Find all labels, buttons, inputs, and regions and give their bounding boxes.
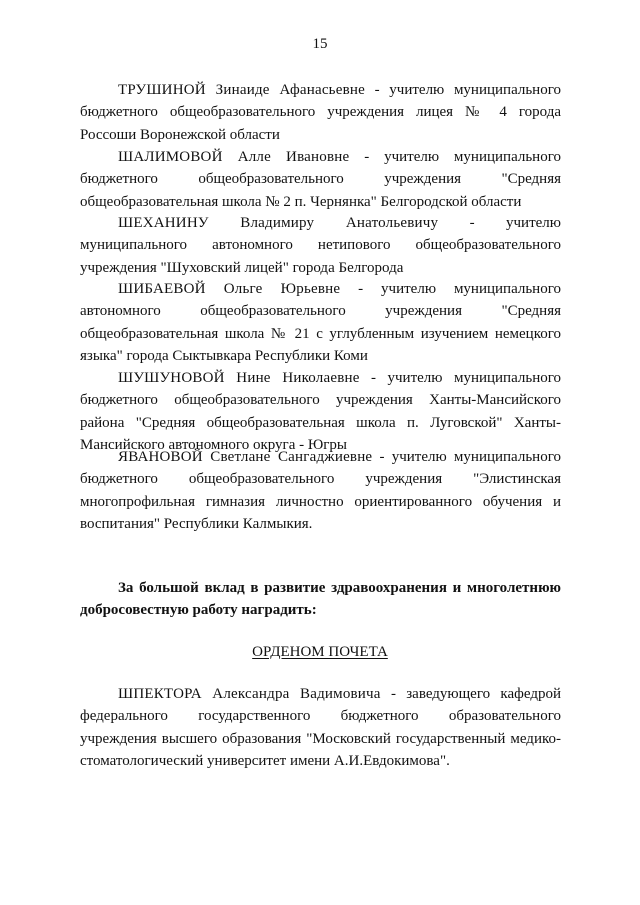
- awardee-position: - учителю муниципального бюджетного общеобразовательного учреждения "Средняя общеобразовательная школа № 2 п. Чернянка" Белгородской области: [80, 149, 561, 210]
- award-entry: [80, 446, 561, 535]
- awardee-position: - учителю муниципального автономного общеобразовательного учреждения "Средняя общеобразовательная школа № 21 с углубленным изучением немецкого языка" города Сыктывкара Республики Коми: [80, 281, 561, 364]
- awardee-position: - учителю муниципального бюджетного общеобразовательного учреждения "Элистинская многопрофильная гимназия личностно ориентированного обучения и воспитания" Республики Калмыкия.: [80, 449, 561, 532]
- awardee-name: ШЕХАНИНУ Владимиру Анатольевичу: [118, 215, 439, 231]
- awardee-name: ШАЛИМОВОЙ Алле Ивановне: [118, 149, 350, 165]
- order-name: ОРДЕНОМ ПОЧЕТА: [252, 644, 388, 660]
- order-heading: [0, 642, 640, 662]
- awardee-name: ШУШУНОВОЙ Нине Николаевне: [118, 370, 360, 386]
- decree-statement: За большой вклад в развитие здравоохранения и многолетнюю добросовестную работу наградить:: [80, 580, 561, 619]
- award-entry: [80, 367, 561, 456]
- awardee-name: ТРУШИНОЙ Зинаиде Афанасьевне: [118, 82, 365, 98]
- awardee-position: - учителю муниципального бюджетного общеобразовательного учреждения Ханты-Мансийского района "Средняя общеобразовательная школа п. Луговской" Ханты-Мансийского автономного округа - Югры: [80, 370, 561, 453]
- award-entry: [80, 212, 561, 279]
- award-entry: [80, 278, 561, 367]
- award-entry: [80, 79, 561, 146]
- awardee-position: - учителю муниципального бюджетного общеобразовательного учреждения лицея № 4 города Россоши Воронежской области: [80, 82, 561, 143]
- awardee-name: ЯВАНОВОЙ Светлане Сангаджиевне: [118, 449, 373, 465]
- page-number: 15: [312, 36, 328, 52]
- awardee-name: ШИБАЕВОЙ Ольге Юрьевне: [118, 281, 341, 297]
- awardee-name: ШПЕКТОРА Александра Вадимовича: [118, 686, 381, 702]
- award-entry: [80, 683, 561, 772]
- awardee-position: - заведующего кафедрой федерального государственного бюджетного образовательного учреждения высшего образования "Московский государственный медико-стоматологический университет имени А.И.Евдокимова".: [80, 686, 561, 769]
- award-entry: [80, 146, 561, 213]
- awardee-position: - учителю муниципального автономного нетипового общеобразовательного учреждения "Шуховский лицей" города Белгорода: [80, 215, 561, 276]
